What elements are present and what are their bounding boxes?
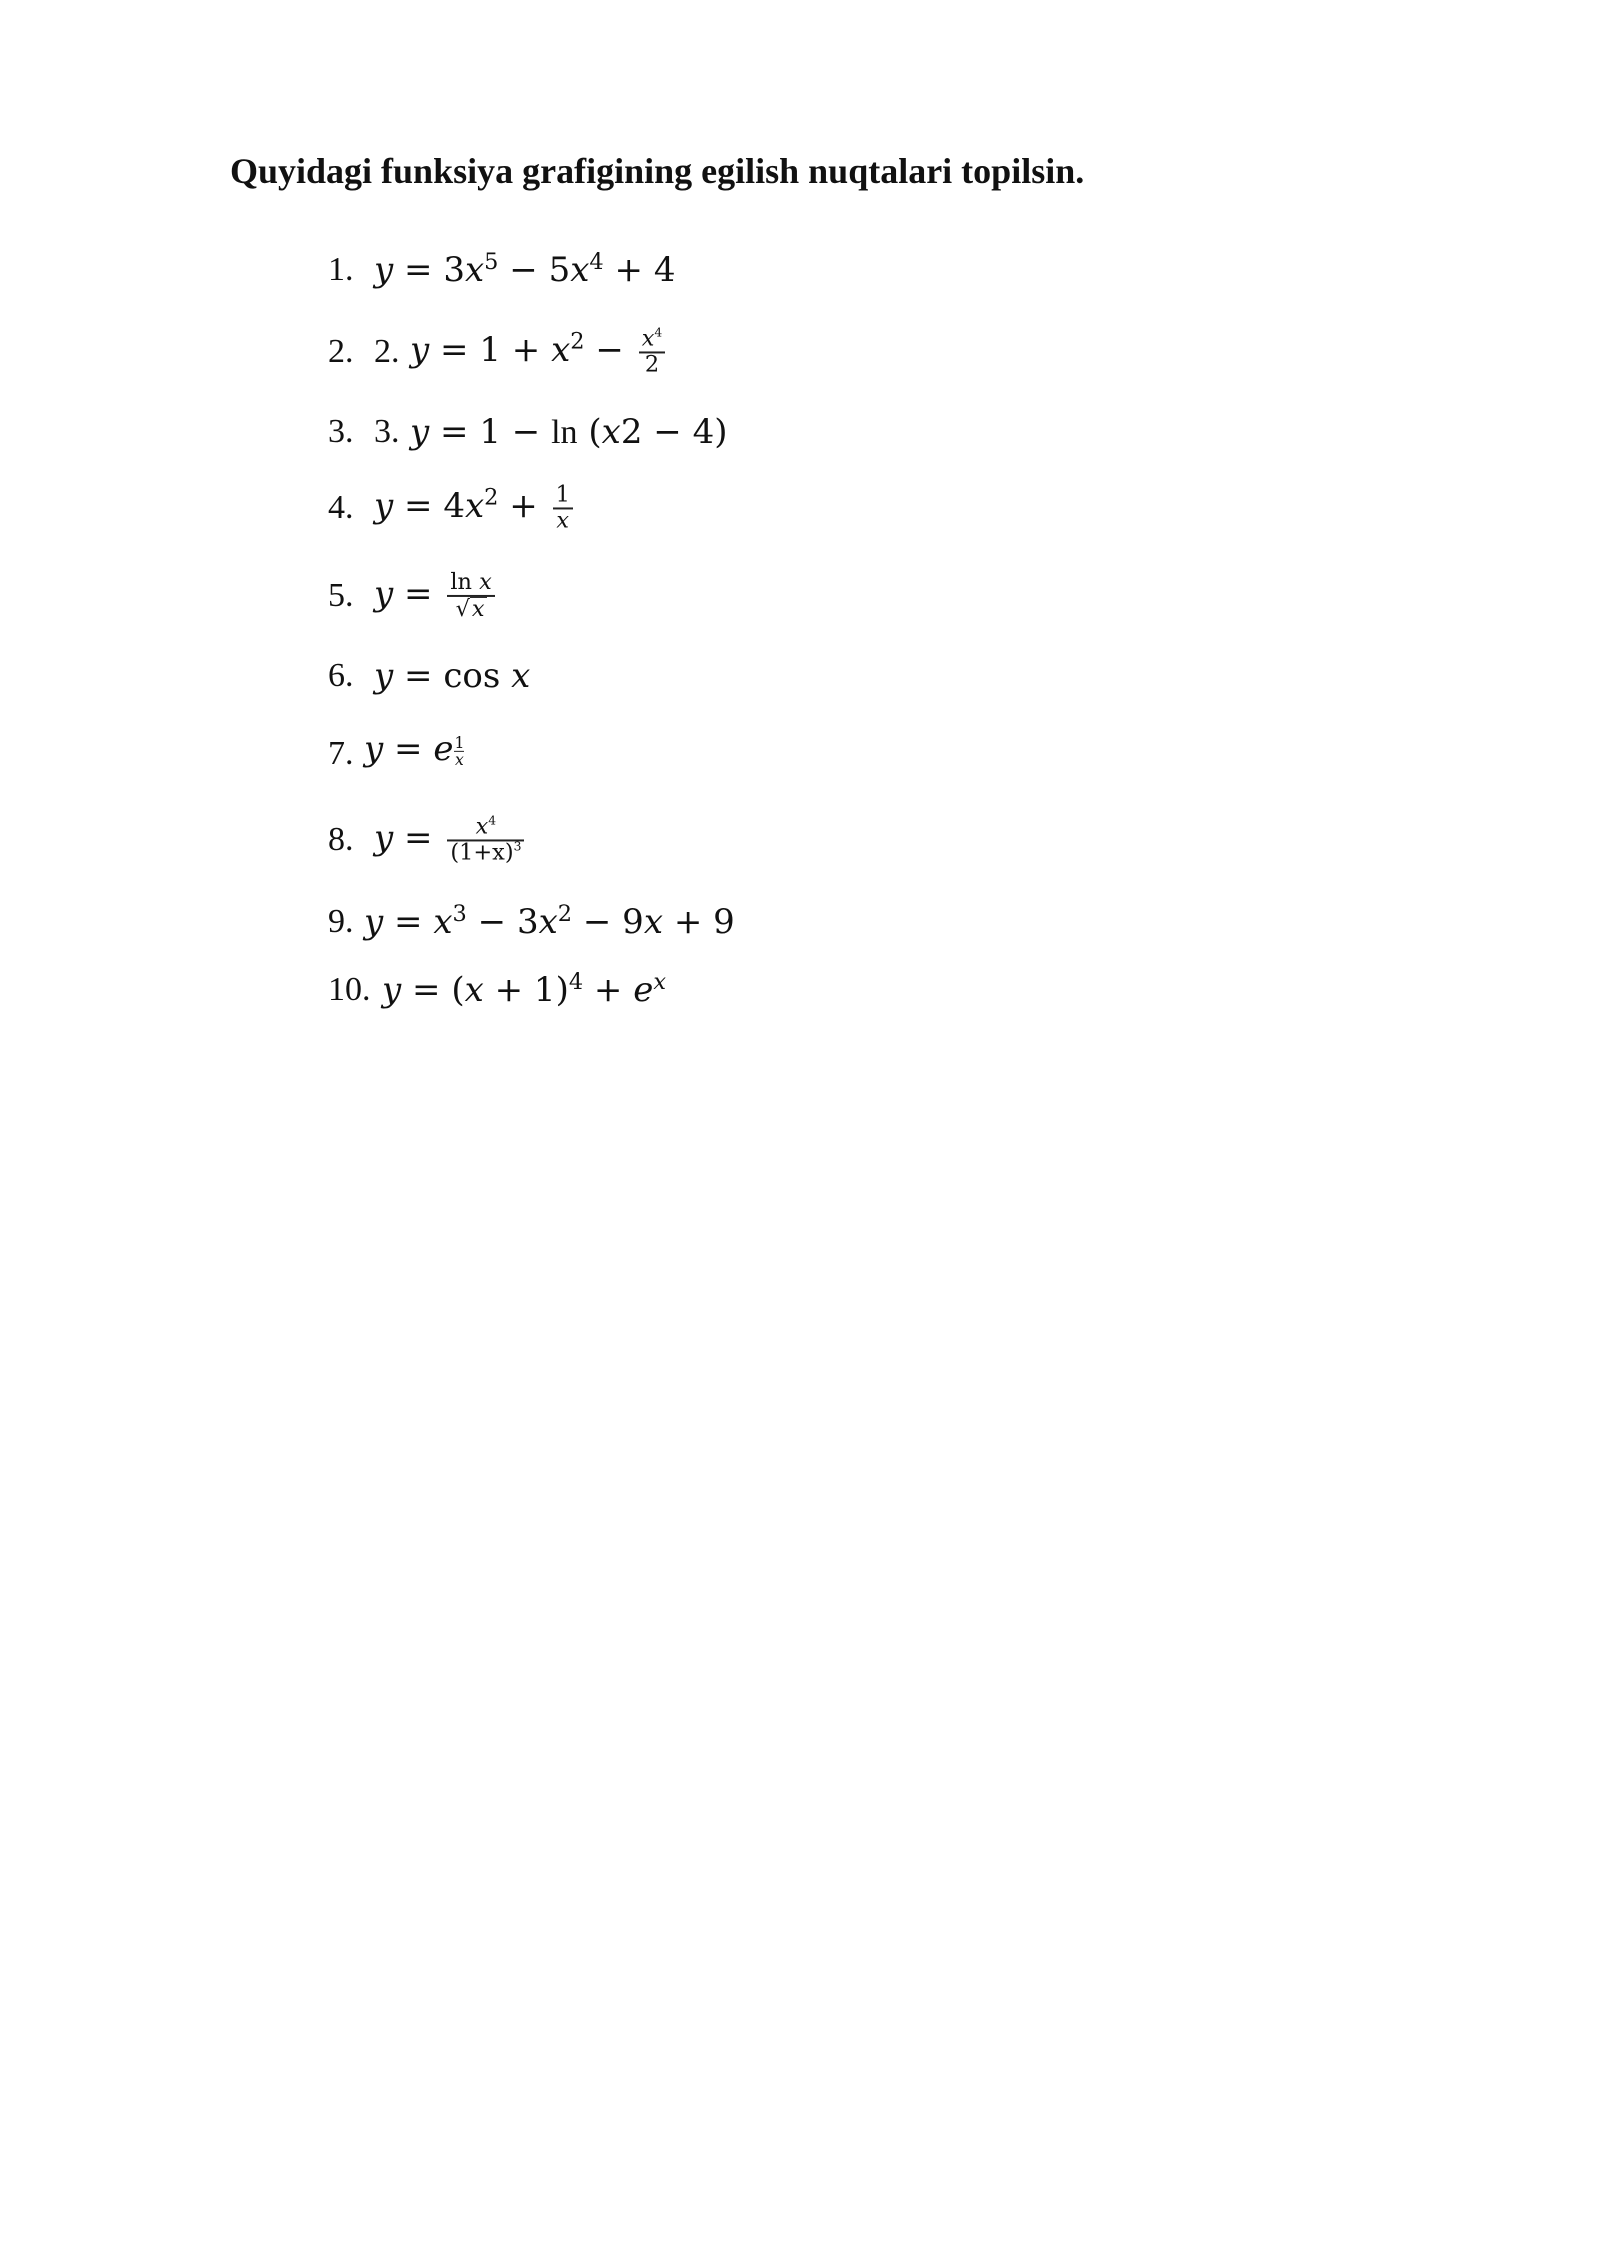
problem-number: 7. [328,735,354,772]
problem-number: 6. [328,657,354,694]
formula-5: y = ln x √ x [374,571,499,621]
square-root: √ x [455,595,485,622]
formula-8: y = $\frac{x^4}{(1+x)^3}$ [374,815,528,864]
formula-1: $y = 3x^5 - 5x^4 + 4$ [374,248,676,290]
formula-10: $y = (x + 1)^4 + e^x$ [382,968,667,1010]
problem-number: 4. [328,489,354,526]
fraction: $\frac{1}{x}$ [553,483,573,532]
formula-6: y = cos x [374,656,531,696]
task-heading: Quyidagi funksiya grafigining egilish nuqtalari topilsin. [230,151,1085,191]
problem-number-repeat: 3. [374,413,400,450]
formula-9: $y = x^3 - 3x^2 - 9x + 9$ [364,900,735,942]
problem-number: 5. [328,577,354,614]
formula-3: y = 1 − ln (x2 − 4) [410,412,728,452]
formula-2: $y = 1 + x^2$ − $\frac{x^4}{2}$ [410,327,669,376]
exponent-fraction: $\frac{1}{x}$ [454,733,465,769]
problem-number: 8. [328,821,354,858]
problem-number-repeat: 2. [374,333,400,370]
problem-number: 9. [328,903,354,940]
fraction: $\frac{x^4}{2}$ [639,327,666,376]
problem-number: 1. [328,251,354,288]
problem-number: 10. [328,971,371,1008]
fraction: ln x √ x [447,571,494,621]
fraction: $\frac{x^4}{(1+x)^3}$ [447,815,524,864]
formula-4: $y = 4x^2$ + $\frac{1}{x}$ [374,483,577,532]
problem-number: 3. [328,413,354,450]
formula-7: y = e $\frac{1}{x}$ [364,728,465,769]
problem-number: 2. [328,333,354,370]
